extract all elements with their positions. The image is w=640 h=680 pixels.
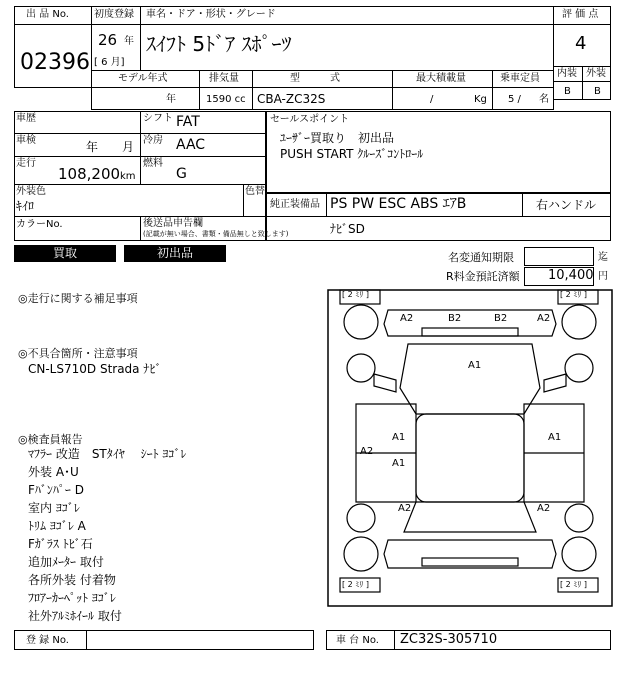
max-load-slash: / <box>430 94 434 105</box>
shift-value: FAT <box>176 114 200 130</box>
inspector-line: ﾄﾘﾑ ﾖｺﾞﾚ A <box>28 519 86 533</box>
first-reg-month: [ 6 月] <box>94 57 125 68</box>
mark-left-a2: A2 <box>360 446 374 457</box>
lot-label: 出 品 No. <box>26 9 69 20</box>
capacity-unit: 名 <box>539 94 549 105</box>
inspector-line: 外装 A･U <box>28 465 79 479</box>
mark-front-a2-left: A2 <box>400 313 414 324</box>
defect-heading: ◎不具合箇所・注意事項 <box>18 347 138 360</box>
tire-label-rear-left: [ 2 ﾐﾘ ] <box>342 580 369 589</box>
nav-value: ﾅﾋﾞSD <box>330 222 365 236</box>
first-listing-tag: 初出品 <box>124 245 226 262</box>
color-no-label: カラーNo. <box>16 219 63 230</box>
vehicle-name: ｽｲﾌﾄ 5ﾄﾞｱ ｽﾎﾟｰﾂ <box>146 32 292 56</box>
inspection-label: 車検 <box>16 135 36 146</box>
recycle-value: 10,400 <box>548 268 594 283</box>
model-value: CBA-ZC32S <box>257 92 326 106</box>
first-reg-label: 初度登録 <box>94 9 134 20</box>
model-label: 型 式 <box>290 73 340 84</box>
exterior-color-label: 外装色 <box>16 186 46 197</box>
fuel-value: G <box>176 166 187 182</box>
defect-line: CN-LS710D Strada ﾅﾋﾞ <box>28 362 162 376</box>
inspector-line: ﾌﾛｱｰｶｰﾍﾟｯﾄ ﾖｺﾞﾚ <box>28 591 116 605</box>
mark-right-rear-a2: A2 <box>537 503 551 514</box>
inspector-line: Fﾊﾞﾝﾊﾟｰ D <box>28 483 84 497</box>
inspection-year-unit: 年 <box>86 140 99 154</box>
inspector-line: Fｶﾞﾗｽ ﾄﾋﾞ石 <box>28 537 93 551</box>
lot-number: 02396 <box>20 50 90 75</box>
wheel-rear-right-bottom <box>562 537 596 571</box>
hood <box>400 344 540 414</box>
sales-point-line-1: ﾕｰｻﾞｰ買取り 初出品 <box>280 131 395 145</box>
inspector-line: ﾏﾌﾗｰ 改造 STﾀｲﾔ ｼｰﾄ ﾖｺﾞﾚ <box>28 447 187 461</box>
model-year-label: モデル年式 <box>118 73 168 84</box>
wheel-front-right-top <box>562 305 596 339</box>
mileage-label: 走行 <box>16 158 36 169</box>
mark-front-a2-right: A2 <box>537 313 551 324</box>
mark-front-b2-right: B2 <box>494 313 508 324</box>
history-label: 車歴 <box>16 113 36 124</box>
inspector-line: 室内 ﾖｺﾞﾚ <box>28 501 80 515</box>
first-reg-year-unit: 年 <box>124 36 134 47</box>
interior-label: 内装 <box>557 68 577 79</box>
inspection-month-unit: 月 <box>122 140 135 154</box>
capacity-label: 乗車定員 <box>500 73 540 84</box>
fuel-label: 燃料 <box>143 158 163 169</box>
mark-left-a1-lower: A1 <box>392 458 406 469</box>
std-equipment-value: PS PW ESC ABS ｴｱB <box>330 196 467 212</box>
reg-label: 登 録 No. <box>26 635 69 646</box>
interior-grade: B <box>564 86 571 97</box>
rear-glass <box>404 502 536 532</box>
max-load-unit: Kg <box>474 94 487 105</box>
ac-value: AAC <box>176 137 206 153</box>
sales-point-line-2: PUSH START ｸﾙｰｽﾞｺﾝﾄﾛｰﾙ <box>280 147 424 161</box>
mileage-value: 108,200 <box>58 165 121 183</box>
inspector-line: 追加ﾒｰﾀｰ 取付 <box>28 555 104 569</box>
tire-label-front-left: [ 2 ﾐﾘ ] <box>342 290 369 299</box>
name-change-label: 名変通知期限 <box>448 251 514 264</box>
right-mirror <box>544 374 566 392</box>
left-mirror <box>374 374 396 392</box>
rear-plate <box>422 558 518 566</box>
name-change-unit: 迄 <box>598 252 608 263</box>
color-change-label: 色替 <box>245 186 265 197</box>
chassis-value: ZC32S-305710 <box>400 632 498 647</box>
roof <box>416 414 524 502</box>
tire-label-front-right: [ 2 ﾐﾘ ] <box>560 290 587 299</box>
mark-hood-a1: A1 <box>468 360 482 371</box>
model-year-unit: 年 <box>166 94 176 105</box>
grade-label: 評 価 点 <box>562 9 599 20</box>
exterior-grade: B <box>594 86 601 97</box>
sales-point-label: セールスポイント <box>270 114 350 125</box>
front-grille <box>422 328 518 336</box>
mark-front-b2: B2 <box>448 313 462 324</box>
later-docs-label: 後送品申告欄 <box>143 218 203 229</box>
first-reg-year: 26 <box>98 31 118 49</box>
wheel-rear-left-side <box>347 504 375 532</box>
exterior-label: 外装 <box>586 68 606 79</box>
later-docs-note: (記載が無い場合、書類・備品無しと致します) <box>143 230 289 238</box>
wheel-front-left-top <box>344 305 378 339</box>
std-equipment-label: 純正装備品 <box>270 199 320 210</box>
recycle-unit: 円 <box>598 271 608 282</box>
buyback-tag: 買取 <box>14 245 116 262</box>
inspector-line: 各所外装 付着物 <box>28 573 116 587</box>
capacity-value: 5 / <box>508 94 521 105</box>
rear-bumper <box>384 540 556 568</box>
chassis-label: 車 台 No. <box>336 635 379 646</box>
ac-label: 冷房 <box>143 135 163 146</box>
name-change-field <box>524 247 594 266</box>
wheel-front-left-side <box>347 354 375 382</box>
wheel-front-right-side <box>565 354 593 382</box>
recycle-label: R料金預託済額 <box>446 270 520 283</box>
max-load-label: 最大積載量 <box>416 73 466 84</box>
vehicle-desc-label: 車名・ドア・形状・グレード <box>146 9 276 20</box>
mark-left-a1: A1 <box>392 432 406 443</box>
displacement-value: 1590 cc <box>206 94 246 105</box>
exterior-color-value: ｷｲﾛ <box>16 199 35 213</box>
mileage-unit: km <box>120 171 136 182</box>
steering-value: 右ハンドル <box>536 198 597 212</box>
inspector-line: 社外ｱﾙﾐﾎｲｰﾙ 取付 <box>28 609 122 623</box>
wheel-rear-left-bottom <box>344 537 378 571</box>
mark-left-rear-a2: A2 <box>398 503 412 514</box>
mark-right-a1: A1 <box>548 432 562 443</box>
driving-heading: ◎走行に関する補足事項 <box>18 292 138 305</box>
grade-value: 4 <box>575 33 587 54</box>
displacement-label: 排気量 <box>209 73 239 84</box>
inspector-heading: ◎検査員報告 <box>18 433 83 446</box>
shift-label: シフト <box>143 113 173 124</box>
tire-label-rear-right: [ 2 ﾐﾘ ] <box>560 580 587 589</box>
wheel-rear-right-side <box>565 504 593 532</box>
